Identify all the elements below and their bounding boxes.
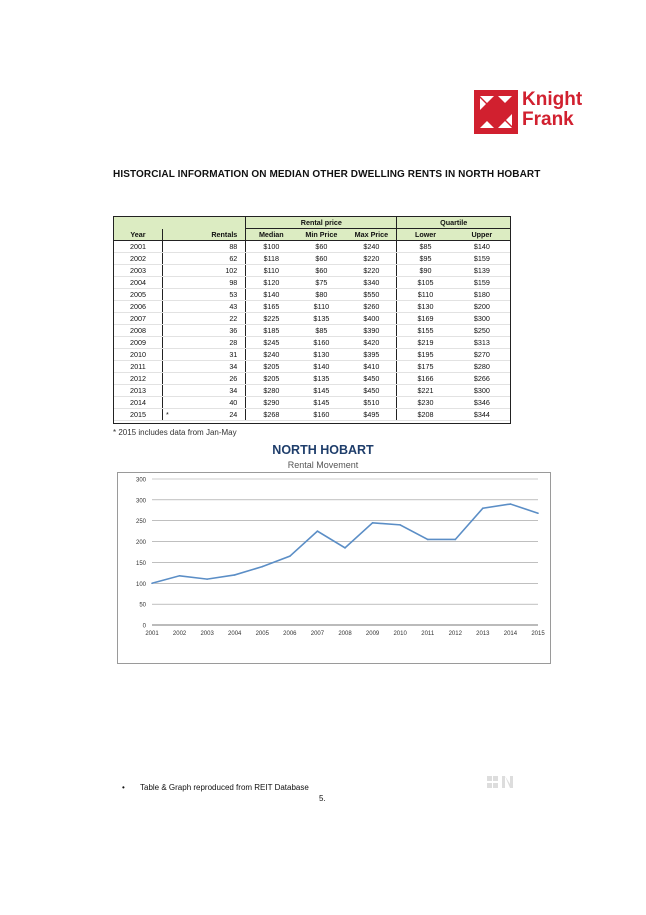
cell-flag: [162, 349, 197, 361]
table-column-header-row: [114, 229, 510, 241]
cell-max: $340: [346, 277, 397, 289]
header-rental-price: Rental price: [246, 217, 397, 229]
cell-flag: [162, 301, 197, 313]
data-point: [206, 578, 208, 580]
data-point: [399, 524, 401, 526]
header-quartile: Quartile: [397, 217, 510, 229]
cell-max: $450: [346, 373, 397, 385]
cell-year: 2006: [114, 301, 162, 313]
table-group-header-row: [114, 217, 510, 229]
col-lower: Lower: [397, 229, 454, 241]
watermark-icon: [486, 774, 516, 792]
y-tick-label: 300: [135, 477, 146, 484]
table-row: [114, 241, 510, 253]
cell-min: $145: [296, 397, 346, 409]
cell-max: $240: [346, 241, 397, 253]
cell-lower: $85: [397, 241, 454, 253]
table-row: [114, 373, 510, 385]
x-tick-label: 2009: [365, 631, 380, 637]
cell-median: $140: [246, 289, 297, 301]
cell-median: $240: [246, 349, 297, 361]
cell-max: $395: [346, 349, 397, 361]
cell-upper: $300: [454, 313, 510, 325]
cell-lower: $130: [397, 301, 454, 313]
table-row: [114, 349, 510, 361]
cell-upper: $139: [454, 265, 510, 277]
table-row: [114, 277, 510, 289]
table-row: [114, 409, 510, 421]
cell-flag: [162, 289, 197, 301]
cell-flag: [162, 277, 197, 289]
x-tick-label: 2005: [255, 631, 269, 637]
source-note: [122, 783, 309, 792]
rent-table-body: [114, 241, 510, 421]
page-number: 5.: [319, 794, 326, 803]
chart-subtitle: Rental Movement: [287, 460, 359, 470]
data-point: [372, 522, 374, 524]
y-tick-label: 150: [135, 560, 146, 567]
cell-year: 2001: [114, 241, 162, 253]
x-tick-label: 2015: [531, 631, 545, 637]
cell-min: $135: [296, 373, 346, 385]
cell-lower: $195: [397, 349, 454, 361]
cell-median: $290: [246, 397, 297, 409]
cell-min: $75: [296, 277, 346, 289]
source-note-text: Table & Graph reproduced from REIT Database: [140, 783, 309, 792]
cell-rentals: 24: [197, 409, 245, 421]
col-upper: Upper: [454, 229, 510, 241]
cell-year: 2014: [114, 397, 162, 409]
x-tick-label: 2003: [200, 631, 214, 637]
cell-median: $110: [246, 265, 297, 277]
cell-flag: [162, 265, 197, 277]
y-tick-label: 0: [142, 623, 146, 630]
header-blank-flag: [162, 217, 197, 229]
cell-year: 2009: [114, 337, 162, 349]
rent-table-container: [113, 216, 511, 424]
data-point: [482, 507, 484, 509]
cell-rentals: 40: [197, 397, 245, 409]
cell-lower: $110: [397, 289, 454, 301]
data-point: [151, 582, 153, 584]
x-tick-label: 2013: [476, 631, 490, 637]
rent-table: [114, 217, 510, 421]
cell-year: 2007: [114, 313, 162, 325]
cell-upper: $270: [454, 349, 510, 361]
x-tick-label: 2007: [310, 631, 325, 637]
cell-upper: $140: [454, 241, 510, 253]
cell-max: $260: [346, 301, 397, 313]
chart-title: NORTH HOBART: [272, 443, 374, 457]
cell-rentals: 22: [197, 313, 245, 325]
cell-max: $450: [346, 385, 397, 397]
cell-max: $400: [346, 313, 397, 325]
cell-year: 2015: [114, 409, 162, 421]
col-rentals: Rentals: [197, 229, 245, 241]
cell-lower: $166: [397, 373, 454, 385]
cell-median: $268: [246, 409, 297, 421]
x-tick-label: 2012: [448, 631, 462, 637]
cell-rentals: 102: [197, 265, 245, 277]
cell-year: 2011: [114, 361, 162, 373]
cell-rentals: 43: [197, 301, 245, 313]
knight-frank-logo-icon: [474, 90, 518, 134]
cell-max: $420: [346, 337, 397, 349]
cell-min: $60: [296, 253, 346, 265]
cell-median: $245: [246, 337, 297, 349]
cell-rentals: 26: [197, 373, 245, 385]
data-point: [510, 503, 512, 505]
header-blank-year: [114, 217, 162, 229]
logo-word-frank: Frank: [522, 109, 574, 130]
cell-rentals: 62: [197, 253, 245, 265]
cell-year: 2010: [114, 349, 162, 361]
data-point: [454, 539, 456, 541]
knight-frank-logo: [474, 90, 586, 134]
cell-lower: $219: [397, 337, 454, 349]
cell-lower: $90: [397, 265, 454, 277]
data-point: [317, 530, 319, 532]
table-row: [114, 301, 510, 313]
bullet-icon: •: [122, 783, 125, 792]
cell-lower: $221: [397, 385, 454, 397]
cell-upper: $344: [454, 409, 510, 421]
table-row: [114, 313, 510, 325]
cell-year: 2008: [114, 325, 162, 337]
cell-min: $145: [296, 385, 346, 397]
x-tick-label: 2008: [338, 631, 352, 637]
cell-median: $165: [246, 301, 297, 313]
cell-rentals: 36: [197, 325, 245, 337]
cell-flag: [162, 361, 197, 373]
y-tick-label: 50: [139, 602, 146, 609]
cell-rentals: 34: [197, 385, 245, 397]
cell-upper: $266: [454, 373, 510, 385]
x-tick-label: 2010: [393, 631, 407, 637]
cell-year: 2013: [114, 385, 162, 397]
cell-flag: [162, 385, 197, 397]
col-flag: [162, 229, 197, 241]
table-row: [114, 253, 510, 265]
table-row: [114, 385, 510, 397]
cell-lower: $105: [397, 277, 454, 289]
cell-median: $118: [246, 253, 297, 265]
cell-lower: $175: [397, 361, 454, 373]
col-median: Median: [246, 229, 297, 241]
table-row: [114, 361, 510, 373]
cell-flag: [162, 373, 197, 385]
cell-lower: $155: [397, 325, 454, 337]
col-year: Year: [114, 229, 162, 241]
cell-flag: [162, 253, 197, 265]
cell-flag: [162, 241, 197, 253]
cell-rentals: 88: [197, 241, 245, 253]
cell-rentals: 28: [197, 337, 245, 349]
x-tick-label: 2002: [172, 631, 187, 637]
cell-min: $130: [296, 349, 346, 361]
cell-upper: $159: [454, 253, 510, 265]
rental-movement-chart: [117, 472, 551, 664]
cell-min: $160: [296, 409, 346, 421]
cell-rentals: 31: [197, 349, 245, 361]
data-point: [344, 547, 346, 549]
cell-min: $110: [296, 301, 346, 313]
cell-year: 2004: [114, 277, 162, 289]
cell-median: $225: [246, 313, 297, 325]
cell-min: $80: [296, 289, 346, 301]
y-tick-label: 200: [135, 540, 146, 547]
cell-max: $390: [346, 325, 397, 337]
x-tick-label: 2001: [145, 631, 159, 637]
cell-median: $185: [246, 325, 297, 337]
page-heading: HISTORCIAL INFORMATION ON MEDIAN OTHER DWELLING RENTS IN NORTH HOBART: [113, 169, 541, 180]
cell-flag: [162, 397, 197, 409]
col-min-price: Min Price: [296, 229, 346, 241]
col-max-price: Max Price: [346, 229, 397, 241]
y-tick-label: 300: [135, 498, 146, 505]
cell-rentals: 34: [197, 361, 245, 373]
cell-median: $120: [246, 277, 297, 289]
cell-flag: *: [162, 409, 197, 421]
table-row: [114, 289, 510, 301]
cell-rentals: 53: [197, 289, 245, 301]
cell-upper: $313: [454, 337, 510, 349]
series-line: [152, 504, 538, 583]
cell-upper: $250: [454, 325, 510, 337]
x-tick-label: 2014: [503, 631, 518, 637]
cell-min: $140: [296, 361, 346, 373]
cell-flag: [162, 313, 197, 325]
data-point: [427, 539, 429, 541]
cell-year: 2002: [114, 253, 162, 265]
cell-flag: [162, 337, 197, 349]
x-tick-label: 2004: [228, 631, 242, 637]
cell-upper: $159: [454, 277, 510, 289]
table-row: [114, 265, 510, 277]
logo-word-knight: Knight: [522, 89, 583, 110]
cell-year: 2005: [114, 289, 162, 301]
chart-svg: [118, 473, 550, 663]
y-tick-label: 100: [135, 581, 146, 588]
knight-frank-logo-text: [522, 90, 582, 130]
cell-year: 2003: [114, 265, 162, 277]
data-point: [261, 566, 263, 568]
cell-min: $60: [296, 241, 346, 253]
cell-lower: $230: [397, 397, 454, 409]
cell-median: $100: [246, 241, 297, 253]
cell-max: $495: [346, 409, 397, 421]
cell-year: 2012: [114, 373, 162, 385]
cell-median: $205: [246, 373, 297, 385]
data-point: [234, 574, 236, 576]
cell-flag: [162, 325, 197, 337]
y-tick-label: 250: [135, 519, 146, 526]
cell-max: $220: [346, 265, 397, 277]
cell-upper: $280: [454, 361, 510, 373]
cell-lower: $208: [397, 409, 454, 421]
cell-rentals: 98: [197, 277, 245, 289]
cell-upper: $346: [454, 397, 510, 409]
x-tick-label: 2006: [283, 631, 297, 637]
cell-min: $160: [296, 337, 346, 349]
cell-median: $280: [246, 385, 297, 397]
table-footnote: * 2015 includes data from Jan-May: [113, 428, 237, 437]
x-tick-label: 2011: [421, 631, 435, 637]
cell-max: $410: [346, 361, 397, 373]
cell-lower: $169: [397, 313, 454, 325]
table-row: [114, 337, 510, 349]
cell-max: $220: [346, 253, 397, 265]
data-point: [289, 555, 291, 557]
cell-min: $135: [296, 313, 346, 325]
cell-max: $550: [346, 289, 397, 301]
cell-upper: $200: [454, 301, 510, 313]
data-point: [537, 512, 539, 514]
cell-max: $510: [346, 397, 397, 409]
cell-median: $205: [246, 361, 297, 373]
header-blank-rentals: [197, 217, 245, 229]
table-row: [114, 397, 510, 409]
data-point: [179, 575, 181, 577]
cell-min: $60: [296, 265, 346, 277]
cell-upper: $180: [454, 289, 510, 301]
cell-lower: $95: [397, 253, 454, 265]
cell-min: $85: [296, 325, 346, 337]
table-row: [114, 325, 510, 337]
cell-upper: $300: [454, 385, 510, 397]
